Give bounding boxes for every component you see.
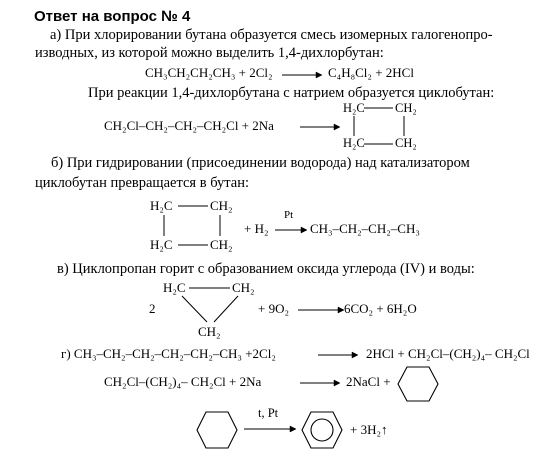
cyclohexane-icon	[195, 410, 239, 450]
eq-a2-left: CH₂Cl–CH₂–CH₂–CH₂Cl + 2Na	[104, 118, 274, 133]
cyclobutane-bonds-icon	[340, 100, 430, 155]
ring-c-left: H₂C	[163, 280, 186, 295]
ring-b-tr: CH₂	[210, 198, 233, 213]
ring-c-bottom: CH₂	[198, 324, 221, 339]
butane-product: CH₃–CH₂–CH₂–CH₃	[310, 221, 420, 236]
condition-t-pt: t, Pt	[258, 406, 279, 420]
reaction-arrow-icon	[244, 425, 296, 433]
eq-d2-left: CH₂Cl–(CH₂)₄– CH₂Cl + 2Na	[104, 374, 262, 389]
eq-d2-right: 2NaCl +	[346, 374, 391, 389]
ring-b-tl: H₂C	[150, 198, 173, 213]
part-a-line3: При реакции 1,4-дихлорбутана с натрием образуется циклобутан:	[88, 85, 495, 101]
eq-a1-right: C₄H₈Cl₂ + 2HCl	[328, 65, 414, 80]
part-b-line2: циклобутан превращается в бутан:	[35, 175, 250, 191]
plus-h2: + H₂	[244, 221, 269, 236]
reaction-arrow-icon	[282, 71, 322, 79]
coef-2: 2	[149, 301, 156, 316]
part-c-line1: в) Циклопропан горит с образованием оксида углерода (IV) и воды:	[57, 261, 475, 277]
eq-d1-right: 2HCl + CH₂Cl–(CH₂)₄– CH₂Cl	[366, 346, 530, 361]
reaction-arrow-icon	[318, 351, 358, 359]
eq-d1-left: г) CH₃–CH₂–CH₂–CH₂–CH₂–CH₃ +2Cl₂	[61, 346, 276, 361]
part-a-line2: изводных, из которой можно выделить 1,4-дихлорбутан:	[35, 45, 384, 61]
reaction-arrow-icon	[298, 306, 344, 314]
part-a-line1: а) При хлорировании бутана образуется смесь изомерных галогенопро-	[50, 27, 493, 43]
ring-b-br: CH₂	[210, 237, 233, 252]
reaction-arrow-icon	[300, 379, 340, 387]
ring-c-right: CH₂	[232, 280, 255, 295]
plus-o2: + 9O₂	[258, 301, 290, 316]
cyclohexane-icon	[396, 365, 440, 403]
reaction-arrow-icon	[300, 123, 340, 131]
catalyst-pt: Pt	[284, 209, 294, 221]
ring-a-bl: H₂C	[343, 136, 365, 150]
reaction-arrow-icon	[275, 226, 307, 234]
ring-a-tl: H₂C	[343, 101, 365, 115]
benzene-icon	[300, 410, 344, 450]
page-title: Ответ на вопрос № 4	[34, 8, 191, 25]
ring-a-br: CH₂	[395, 136, 417, 150]
ring-a-tr: CH₂	[395, 101, 417, 115]
cyclobutane-bonds-icon	[148, 198, 238, 258]
part-b-line1: б) При гидрировании (присоединении водорода) над катализатором	[51, 155, 470, 171]
eq-a1-left: CH₃CH₂CH₂CH₃ + 2Cl₂	[145, 65, 273, 80]
cyclopropane-bonds-icon	[160, 280, 260, 330]
h2-product: + 3H₂↑	[350, 422, 388, 437]
ring-b-bl: H₂C	[150, 237, 173, 252]
combustion-products: 6CO₂ + 6H₂O	[344, 301, 417, 316]
